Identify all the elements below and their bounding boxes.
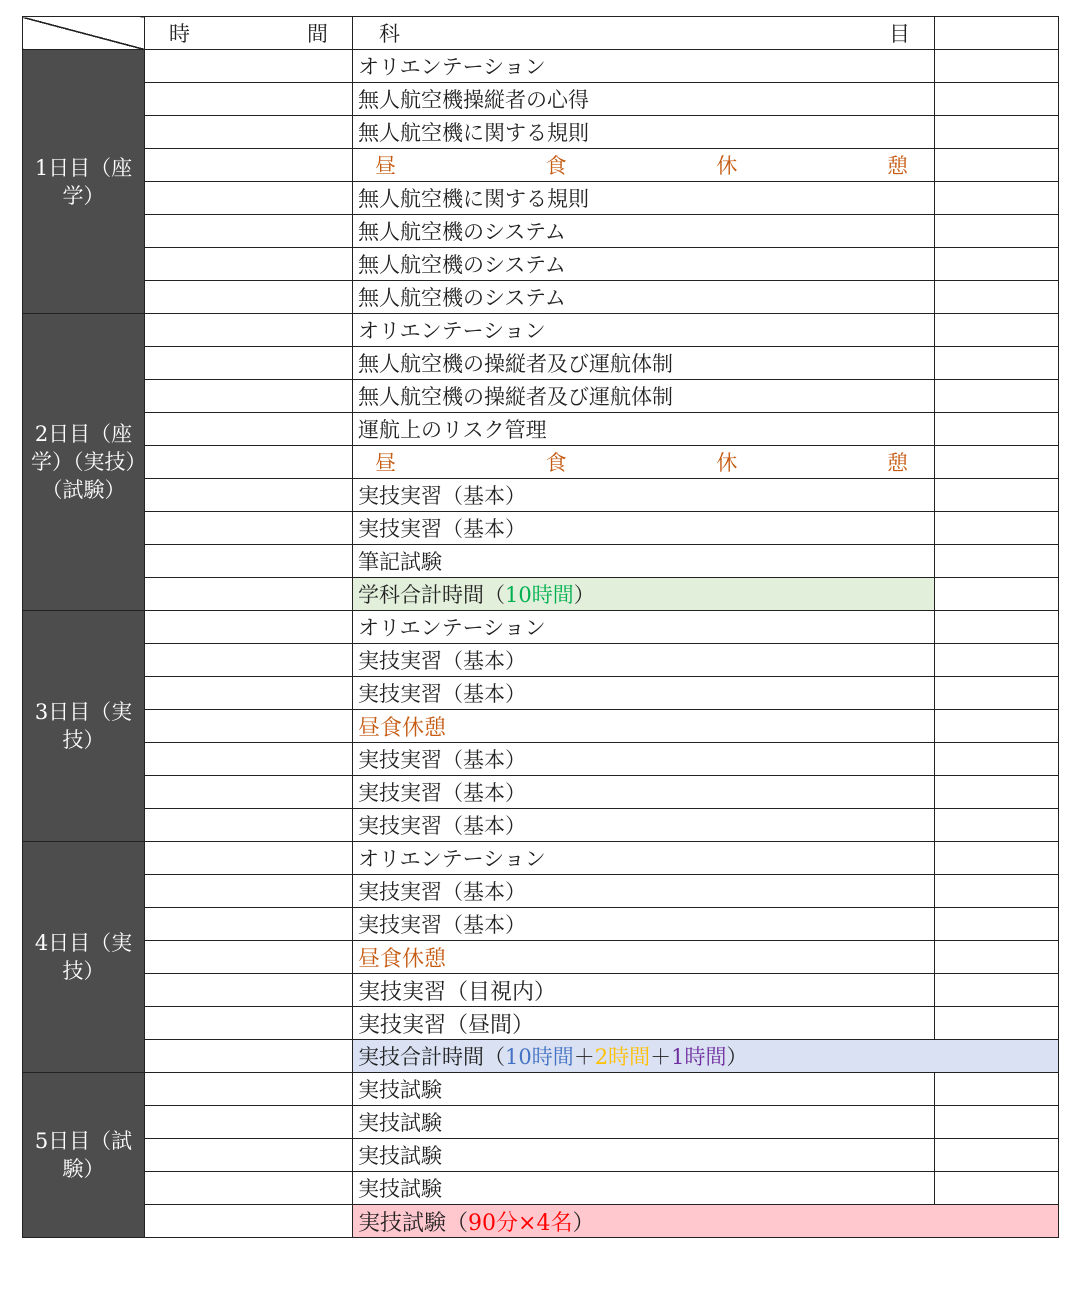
day-label: 3日目（実技） [23, 611, 145, 842]
time-cell [145, 479, 353, 512]
table-row [23, 1106, 1059, 1139]
remarks-cell [935, 875, 1059, 908]
day-label: 5日目（試験） [23, 1073, 145, 1238]
day-label: 4日目（実技） [23, 842, 145, 1073]
remarks-cell [935, 1106, 1059, 1139]
subject-cell: 実技実習（基本） [353, 743, 935, 776]
total-row [23, 1040, 1059, 1073]
table-row [23, 1073, 1059, 1106]
lunch-row [23, 941, 1059, 974]
subject-cell: 実技試験 [353, 1139, 935, 1172]
table-row [23, 281, 1059, 314]
time-cell [145, 116, 353, 149]
subject-cell: 実技実習（基本） [353, 479, 935, 512]
table-row [23, 545, 1059, 578]
lunch-row [23, 446, 1059, 479]
remarks-cell [935, 1073, 1059, 1106]
time-cell [145, 611, 353, 644]
remarks-cell [935, 380, 1059, 413]
remarks-cell [935, 611, 1059, 644]
remarks-cell [935, 512, 1059, 545]
time-cell [145, 743, 353, 776]
time-cell [145, 1040, 353, 1073]
table-row [23, 50, 1059, 83]
table-row [23, 1172, 1059, 1205]
remarks-cell [935, 182, 1059, 215]
remarks-cell [935, 413, 1059, 446]
table-row [23, 677, 1059, 710]
remarks-cell [935, 248, 1059, 281]
table-row [23, 809, 1059, 842]
time-cell [145, 875, 353, 908]
subject-cell: 実技実習（基本） [353, 809, 935, 842]
lunch-cell: 昼食休憩 [353, 941, 935, 974]
time-cell [145, 842, 353, 875]
remarks-cell [935, 809, 1059, 842]
subject-cell: 実技試験 [353, 1073, 935, 1106]
table-row [23, 743, 1059, 776]
remarks-cell [935, 644, 1059, 677]
time-cell [145, 413, 353, 446]
practical-total-cell: 実技合計時間（10時間＋2時間＋1時間） [353, 1040, 1059, 1073]
subject-cell: オリエンテーション [353, 842, 935, 875]
remarks-cell [935, 677, 1059, 710]
remarks-cell [935, 545, 1059, 578]
remarks-cell [935, 314, 1059, 347]
time-cell [145, 149, 353, 182]
subject-cell: 無人航空機に関する規則 [353, 182, 935, 215]
table-row [23, 479, 1059, 512]
time-cell [145, 545, 353, 578]
lecture-total-value: 10時間 [505, 583, 574, 607]
subject-cell: 実技実習（昼間） [353, 1007, 935, 1040]
time-cell [145, 1205, 353, 1238]
time-cell [145, 776, 353, 809]
table-row [23, 182, 1059, 215]
subject-cell: 無人航空機の操縦者及び運航体制 [353, 380, 935, 413]
subject-cell: 実技実習（目視内） [353, 974, 935, 1007]
time-cell [145, 215, 353, 248]
time-cell [145, 347, 353, 380]
remarks-cell [935, 974, 1059, 1007]
remarks-cell [935, 710, 1059, 743]
subject-cell: 無人航空機のシステム [353, 281, 935, 314]
lunch-label: 昼 食 休 憩 [375, 451, 908, 475]
subject-cell: 実技実習（基本） [353, 875, 935, 908]
lunch-row [23, 149, 1059, 182]
table-row [23, 248, 1059, 281]
time-cell [145, 1007, 353, 1040]
remarks-cell [935, 347, 1059, 380]
time-cell [145, 1106, 353, 1139]
time-cell [145, 248, 353, 281]
table-row [23, 347, 1059, 380]
remarks-cell [935, 1139, 1059, 1172]
time-cell [145, 50, 353, 83]
subject-cell: 実技実習（基本） [353, 908, 935, 941]
subject-cell: 無人航空機のシステム [353, 248, 935, 281]
subject-cell: 無人航空機のシステム [353, 215, 935, 248]
subject-cell: 運航上のリスク管理 [353, 413, 935, 446]
time-cell [145, 314, 353, 347]
lunch-row [23, 710, 1059, 743]
time-cell [145, 1073, 353, 1106]
table-row [23, 512, 1059, 545]
table-row [23, 116, 1059, 149]
remarks-cell [935, 149, 1059, 182]
remarks-cell [935, 50, 1059, 83]
table-row [23, 83, 1059, 116]
remarks-cell [935, 1007, 1059, 1040]
time-cell [145, 644, 353, 677]
time-cell [145, 446, 353, 479]
table-row [23, 413, 1059, 446]
remarks-cell [935, 842, 1059, 875]
remarks-cell [935, 776, 1059, 809]
subject-cell: 実技実習（基本） [353, 677, 935, 710]
schedule-table [22, 16, 1059, 1238]
remarks-cell [935, 446, 1059, 479]
table-row [23, 380, 1059, 413]
subject-cell: オリエンテーション [353, 50, 935, 83]
remarks-cell [935, 743, 1059, 776]
exam-total-value: 90分×4名 [468, 1210, 573, 1236]
time-cell [145, 182, 353, 215]
subject-cell: 無人航空機操縦者の心得 [353, 83, 935, 116]
table-row [23, 908, 1059, 941]
total-row [23, 1205, 1059, 1238]
remarks-cell [935, 83, 1059, 116]
table-row [23, 1139, 1059, 1172]
remarks-cell [935, 479, 1059, 512]
table-row [23, 644, 1059, 677]
exam-total-cell: 実技試験（90分×4名） [353, 1205, 1059, 1238]
time-cell [145, 578, 353, 611]
lunch-cell [353, 446, 935, 479]
time-cell [145, 281, 353, 314]
header-subject: 科 目 [353, 17, 935, 50]
table-row [23, 974, 1059, 1007]
remarks-cell [935, 578, 1059, 611]
lunch-cell: 昼食休憩 [353, 710, 935, 743]
time-cell [145, 710, 353, 743]
time-cell [145, 1172, 353, 1205]
lecture-total-cell: 学科合計時間（10時間） [353, 578, 935, 611]
day-label: 1日目（座学） [23, 50, 145, 314]
remarks-cell [935, 941, 1059, 974]
subject-cell: 無人航空機に関する規則 [353, 116, 935, 149]
table-row [23, 611, 1059, 644]
table-row [23, 1007, 1059, 1040]
header-time: 時 間 [145, 17, 353, 50]
time-cell [145, 83, 353, 116]
table-row [23, 314, 1059, 347]
lunch-label: 昼 食 休 憩 [375, 154, 908, 178]
total-row [23, 578, 1059, 611]
subject-cell: オリエンテーション [353, 611, 935, 644]
subject-cell: 実技実習（基本） [353, 776, 935, 809]
remarks-cell [935, 1172, 1059, 1205]
subject-cell: 実技試験 [353, 1172, 935, 1205]
time-cell [145, 677, 353, 710]
table-row [23, 842, 1059, 875]
header-diagonal-cell [23, 17, 145, 50]
time-cell [145, 908, 353, 941]
subject-cell: オリエンテーション [353, 314, 935, 347]
remarks-cell [935, 215, 1059, 248]
table-row [23, 776, 1059, 809]
table-row [23, 215, 1059, 248]
time-cell [145, 1139, 353, 1172]
subject-cell: 筆記試験 [353, 545, 935, 578]
time-cell [145, 941, 353, 974]
table-row [23, 875, 1059, 908]
lunch-cell [353, 149, 935, 182]
time-cell [145, 809, 353, 842]
day-label: 2日目（座学）（実技）（試験） [23, 314, 145, 611]
time-cell [145, 974, 353, 1007]
remarks-cell [935, 908, 1059, 941]
subject-cell: 実技実習（基本） [353, 512, 935, 545]
time-cell [145, 380, 353, 413]
header-remarks [935, 17, 1059, 50]
remarks-cell [935, 281, 1059, 314]
subject-cell: 実技実習（基本） [353, 644, 935, 677]
time-cell [145, 512, 353, 545]
subject-cell: 無人航空機の操縦者及び運航体制 [353, 347, 935, 380]
subject-cell: 実技試験 [353, 1106, 935, 1139]
header-row [23, 17, 1059, 50]
remarks-cell [935, 116, 1059, 149]
